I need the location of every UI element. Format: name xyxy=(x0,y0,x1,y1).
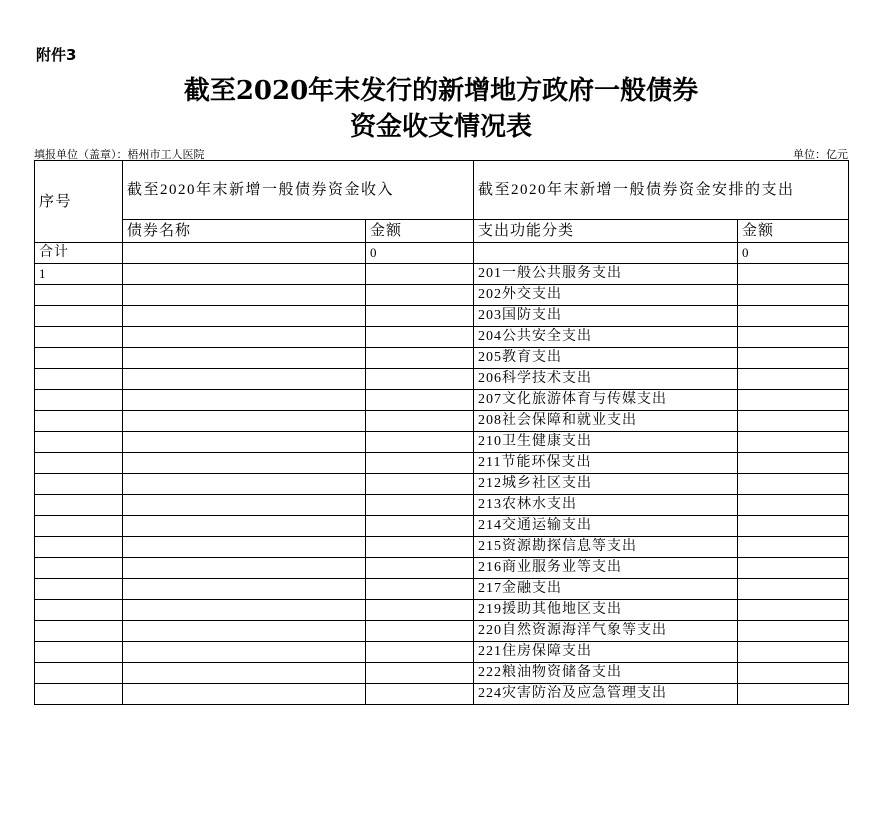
row-function-class: 217金融支出 xyxy=(474,579,738,600)
row-seq xyxy=(35,432,123,453)
row-income-amount xyxy=(366,621,474,642)
table-row xyxy=(35,684,849,705)
row-function-class: 222粮油物资储备支出 xyxy=(474,663,738,684)
table-row xyxy=(35,369,849,390)
expense-header: 截至2020年末新增一般债券资金安排的支出 xyxy=(474,161,849,220)
row-expense-amount xyxy=(738,516,849,537)
row-expense-amount xyxy=(738,642,849,663)
row-income-amount xyxy=(366,663,474,684)
header-row xyxy=(35,161,849,220)
table-row xyxy=(35,453,849,474)
currency-unit: 单位：亿元 xyxy=(793,149,848,161)
row-seq: 1 xyxy=(35,264,123,285)
row-seq xyxy=(35,642,123,663)
row-income-amount xyxy=(366,453,474,474)
row-function-class: 224灾害防治及应急管理支出 xyxy=(474,684,738,705)
row-expense-amount xyxy=(738,411,849,432)
row-expense-amount xyxy=(738,600,849,621)
subheader-row xyxy=(35,220,849,243)
row-income-amount xyxy=(366,432,474,453)
table-row xyxy=(35,390,849,411)
row-seq xyxy=(35,411,123,432)
row-bond-name xyxy=(123,537,366,558)
table-row xyxy=(35,285,849,306)
row-function-class: 220自然资源海洋气象等支出 xyxy=(474,621,738,642)
row-income-amount xyxy=(366,264,474,285)
row-income-amount xyxy=(366,327,474,348)
table-row xyxy=(35,516,849,537)
row-seq xyxy=(35,600,123,621)
row-expense-amount xyxy=(738,474,849,495)
row-expense-amount xyxy=(738,390,849,411)
table-row xyxy=(35,495,849,516)
row-income-amount xyxy=(366,642,474,663)
row-function-class: 214交通运输支出 xyxy=(474,516,738,537)
total-bond-name xyxy=(123,243,366,264)
row-bond-name xyxy=(123,285,366,306)
row-income-amount xyxy=(366,495,474,516)
table-row xyxy=(35,663,849,684)
row-function-class: 203国防支出 xyxy=(474,306,738,327)
row-function-class: 207文化旅游体育与传媒支出 xyxy=(474,390,738,411)
row-expense-amount xyxy=(738,684,849,705)
row-function-class: 205教育支出 xyxy=(474,348,738,369)
row-function-class: 201一般公共服务支出 xyxy=(474,264,738,285)
row-expense-amount xyxy=(738,537,849,558)
row-income-amount xyxy=(366,348,474,369)
row-expense-amount xyxy=(738,495,849,516)
row-income-amount xyxy=(366,411,474,432)
row-bond-name xyxy=(123,474,366,495)
row-bond-name xyxy=(123,558,366,579)
function-class-header: 支出功能分类 xyxy=(474,220,738,243)
row-expense-amount xyxy=(738,264,849,285)
row-function-class: 202外交支出 xyxy=(474,285,738,306)
bond-fund-table xyxy=(34,160,849,705)
row-income-amount xyxy=(366,684,474,705)
row-seq xyxy=(35,474,123,495)
row-bond-name xyxy=(123,432,366,453)
row-income-amount xyxy=(366,600,474,621)
row-expense-amount xyxy=(738,621,849,642)
row-income-amount xyxy=(366,474,474,495)
row-expense-amount xyxy=(738,348,849,369)
table-row xyxy=(35,411,849,432)
row-seq xyxy=(35,684,123,705)
row-income-amount xyxy=(366,306,474,327)
row-function-class: 221住房保障支出 xyxy=(474,642,738,663)
row-bond-name xyxy=(123,684,366,705)
row-seq xyxy=(35,390,123,411)
table-row xyxy=(35,558,849,579)
row-seq xyxy=(35,516,123,537)
row-function-class: 208社会保障和就业支出 xyxy=(474,411,738,432)
row-income-amount xyxy=(366,516,474,537)
row-bond-name xyxy=(123,579,366,600)
row-expense-amount xyxy=(738,579,849,600)
row-income-amount xyxy=(366,369,474,390)
row-expense-amount xyxy=(738,327,849,348)
table-row xyxy=(35,579,849,600)
row-function-class: 210卫生健康支出 xyxy=(474,432,738,453)
row-income-amount xyxy=(366,579,474,600)
row-bond-name xyxy=(123,642,366,663)
row-bond-name xyxy=(123,621,366,642)
bond-name-header: 债券名称 xyxy=(123,220,366,243)
row-bond-name xyxy=(123,663,366,684)
row-bond-name xyxy=(123,600,366,621)
row-expense-amount xyxy=(738,285,849,306)
income-amount-header: 金额 xyxy=(366,220,474,243)
row-seq xyxy=(35,621,123,642)
row-seq xyxy=(35,327,123,348)
table-row xyxy=(35,327,849,348)
row-expense-amount xyxy=(738,558,849,579)
row-function-class: 215资源勘探信息等支出 xyxy=(474,537,738,558)
row-income-amount xyxy=(366,285,474,306)
row-function-class: 216商业服务业等支出 xyxy=(474,558,738,579)
total-row xyxy=(35,243,849,264)
total-income-amount: 0 xyxy=(366,243,474,264)
row-expense-amount xyxy=(738,453,849,474)
table-row xyxy=(35,642,849,663)
table-row xyxy=(35,537,849,558)
row-function-class: 219援助其他地区支出 xyxy=(474,600,738,621)
row-bond-name xyxy=(123,516,366,537)
row-function-class: 204公共安全支出 xyxy=(474,327,738,348)
row-seq xyxy=(35,306,123,327)
table-row xyxy=(35,306,849,327)
report-title-line1: 截至2020年末发行的新增地方政府一般债券 xyxy=(183,76,699,106)
row-bond-name xyxy=(123,264,366,285)
row-function-class: 206科学技术支出 xyxy=(474,369,738,390)
expense-amount-header: 金额 xyxy=(738,220,849,243)
row-income-amount xyxy=(366,390,474,411)
row-seq xyxy=(35,348,123,369)
table-row xyxy=(35,621,849,642)
report-title-line2: 资金收支情况表 xyxy=(349,112,532,142)
row-expense-amount xyxy=(738,369,849,390)
row-seq xyxy=(35,537,123,558)
income-header: 截至2020年末新增一般债券资金收入 xyxy=(123,161,474,220)
row-bond-name xyxy=(123,411,366,432)
seq-header: 序号 xyxy=(35,161,123,243)
table-row xyxy=(35,432,849,453)
row-bond-name xyxy=(123,495,366,516)
row-seq xyxy=(35,453,123,474)
row-seq xyxy=(35,285,123,306)
total-function-class xyxy=(474,243,738,264)
row-bond-name xyxy=(123,369,366,390)
row-bond-name xyxy=(123,390,366,411)
row-seq xyxy=(35,579,123,600)
row-function-class: 212城乡社区支出 xyxy=(474,474,738,495)
total-expense-amount: 0 xyxy=(738,243,849,264)
attachment-label: 附件3 xyxy=(36,46,77,64)
row-seq xyxy=(35,558,123,579)
row-bond-name xyxy=(123,453,366,474)
row-expense-amount xyxy=(738,306,849,327)
row-expense-amount xyxy=(738,663,849,684)
row-bond-name xyxy=(123,306,366,327)
total-label: 合计 xyxy=(35,243,123,264)
table-row xyxy=(35,474,849,495)
table-row xyxy=(35,264,849,285)
table-row xyxy=(35,348,849,369)
row-seq xyxy=(35,369,123,390)
row-bond-name xyxy=(123,327,366,348)
table-row xyxy=(35,600,849,621)
row-income-amount xyxy=(366,558,474,579)
reporting-unit: 填报单位（盖章）：梧州市工人医院 xyxy=(34,149,205,161)
row-seq xyxy=(35,663,123,684)
row-function-class: 211节能环保支出 xyxy=(474,453,738,474)
row-income-amount xyxy=(366,537,474,558)
row-seq xyxy=(35,495,123,516)
row-expense-amount xyxy=(738,432,849,453)
row-bond-name xyxy=(123,348,366,369)
row-function-class: 213农林水支出 xyxy=(474,495,738,516)
